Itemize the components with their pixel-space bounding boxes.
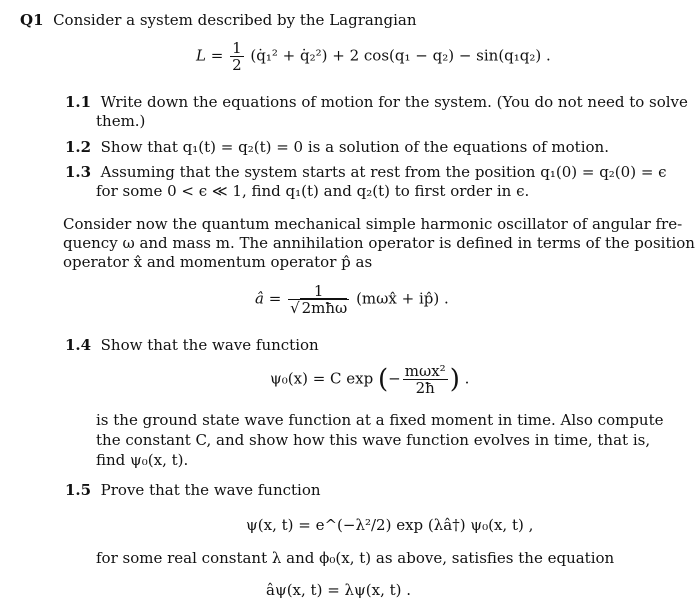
question-heading [20,10,416,30]
item-1-4-text-2: the constant C, and show how this wave function evolves in time, that is, [96,431,651,449]
exponent-fraction [403,363,448,396]
ground-state-end: . [464,369,470,388]
item-1-3-continuation: for some 0 < ϵ ≪ 1, find q₁(t) and q₂(t) to first order in ϵ. [96,182,530,200]
annihilation-lhs: â = [255,289,282,308]
annihilation-rhs: (mωx̂ + ip̂) . [356,289,449,308]
exponent-denominator: 2ħ [415,379,435,397]
item-1-2 [65,137,609,157]
lagrangian-equation [196,40,551,73]
item-number: 1.2 [65,138,92,156]
item-1-5 [65,480,321,500]
item-1-4 [65,335,319,355]
paragraph-line-2: quency ω and mass m. The annihilation operator is defined in terms of the position [63,234,695,252]
right-paren: ) [449,364,460,395]
annihilation-numerator: 1 [288,283,349,300]
item-text: Show that the wave function [100,336,319,354]
item-1-4-text-1: is the ground state wave function at a fixed moment in time. Also compute [96,411,664,429]
question-intro: Consider a system described by the Lagrangian [53,11,417,29]
item-number: 1.1 [65,93,92,111]
item-number: 1.5 [65,481,92,499]
ground-state-lhs: ψ₀(x) = C exp [270,369,374,388]
item-text: Assuming that the system starts at rest from the position q₁(0) = q₂(0) = ϵ [100,163,667,181]
item-1-4-text-3: find ψ₀(x, t). [96,451,189,469]
annihilation-equation [255,283,449,316]
item-text: Prove that the wave function [100,481,321,499]
item-1-1-continuation: them.) [96,112,146,130]
left-paren: ( [378,364,389,395]
item-number: 1.4 [65,336,92,354]
item-1-1 [65,92,688,112]
lagrangian-body: (q̇₁² + q̇₂²) + 2 cos(q₁ − q₂) − sin(q₁q₂) . [250,46,551,65]
half-fraction [230,40,244,73]
ground-state-equation: ψ₀(x) = C exp (− $\frac{\text{mωx²}}{2ħ}$ ) . [270,362,470,397]
half-denominator: 2 [232,56,242,74]
item-1-5-text: for some real constant λ and ϕ₀(x, t) as above, satisfies the equation [96,549,615,567]
item-text: Write down the equations of motion for the system. (You do not need to solve [100,93,688,111]
coherent-state-equation: ψ(x, t) = e^(−λ²/2) exp (λâ†) ψ₀(x, t) , [246,516,534,534]
half-numerator: 1 [232,39,242,57]
sqrt-argument: 2mħω [301,299,348,317]
item-number: 1.3 [65,163,92,181]
item-text: Show that q₁(t) = q₂(t) = 0 is a solution of the equations of motion. [100,138,609,156]
item-1-3 [65,162,667,182]
annihilation-denominator: √ 2mħω [290,299,348,317]
exponent-numerator: mωx² [404,362,446,380]
lagrangian-lhs: L = [196,46,224,65]
eigen-equation: âψ(x, t) = λψ(x, t) . [266,581,412,599]
paragraph-line-3: operator x̂ and momentum operator p̂ as [63,253,373,271]
paragraph-line-1: Consider now the quantum mechanical simple harmonic oscillator of angular fre- [63,215,683,233]
annihilation-fraction [288,283,349,316]
question-label: Q1 [20,11,44,29]
